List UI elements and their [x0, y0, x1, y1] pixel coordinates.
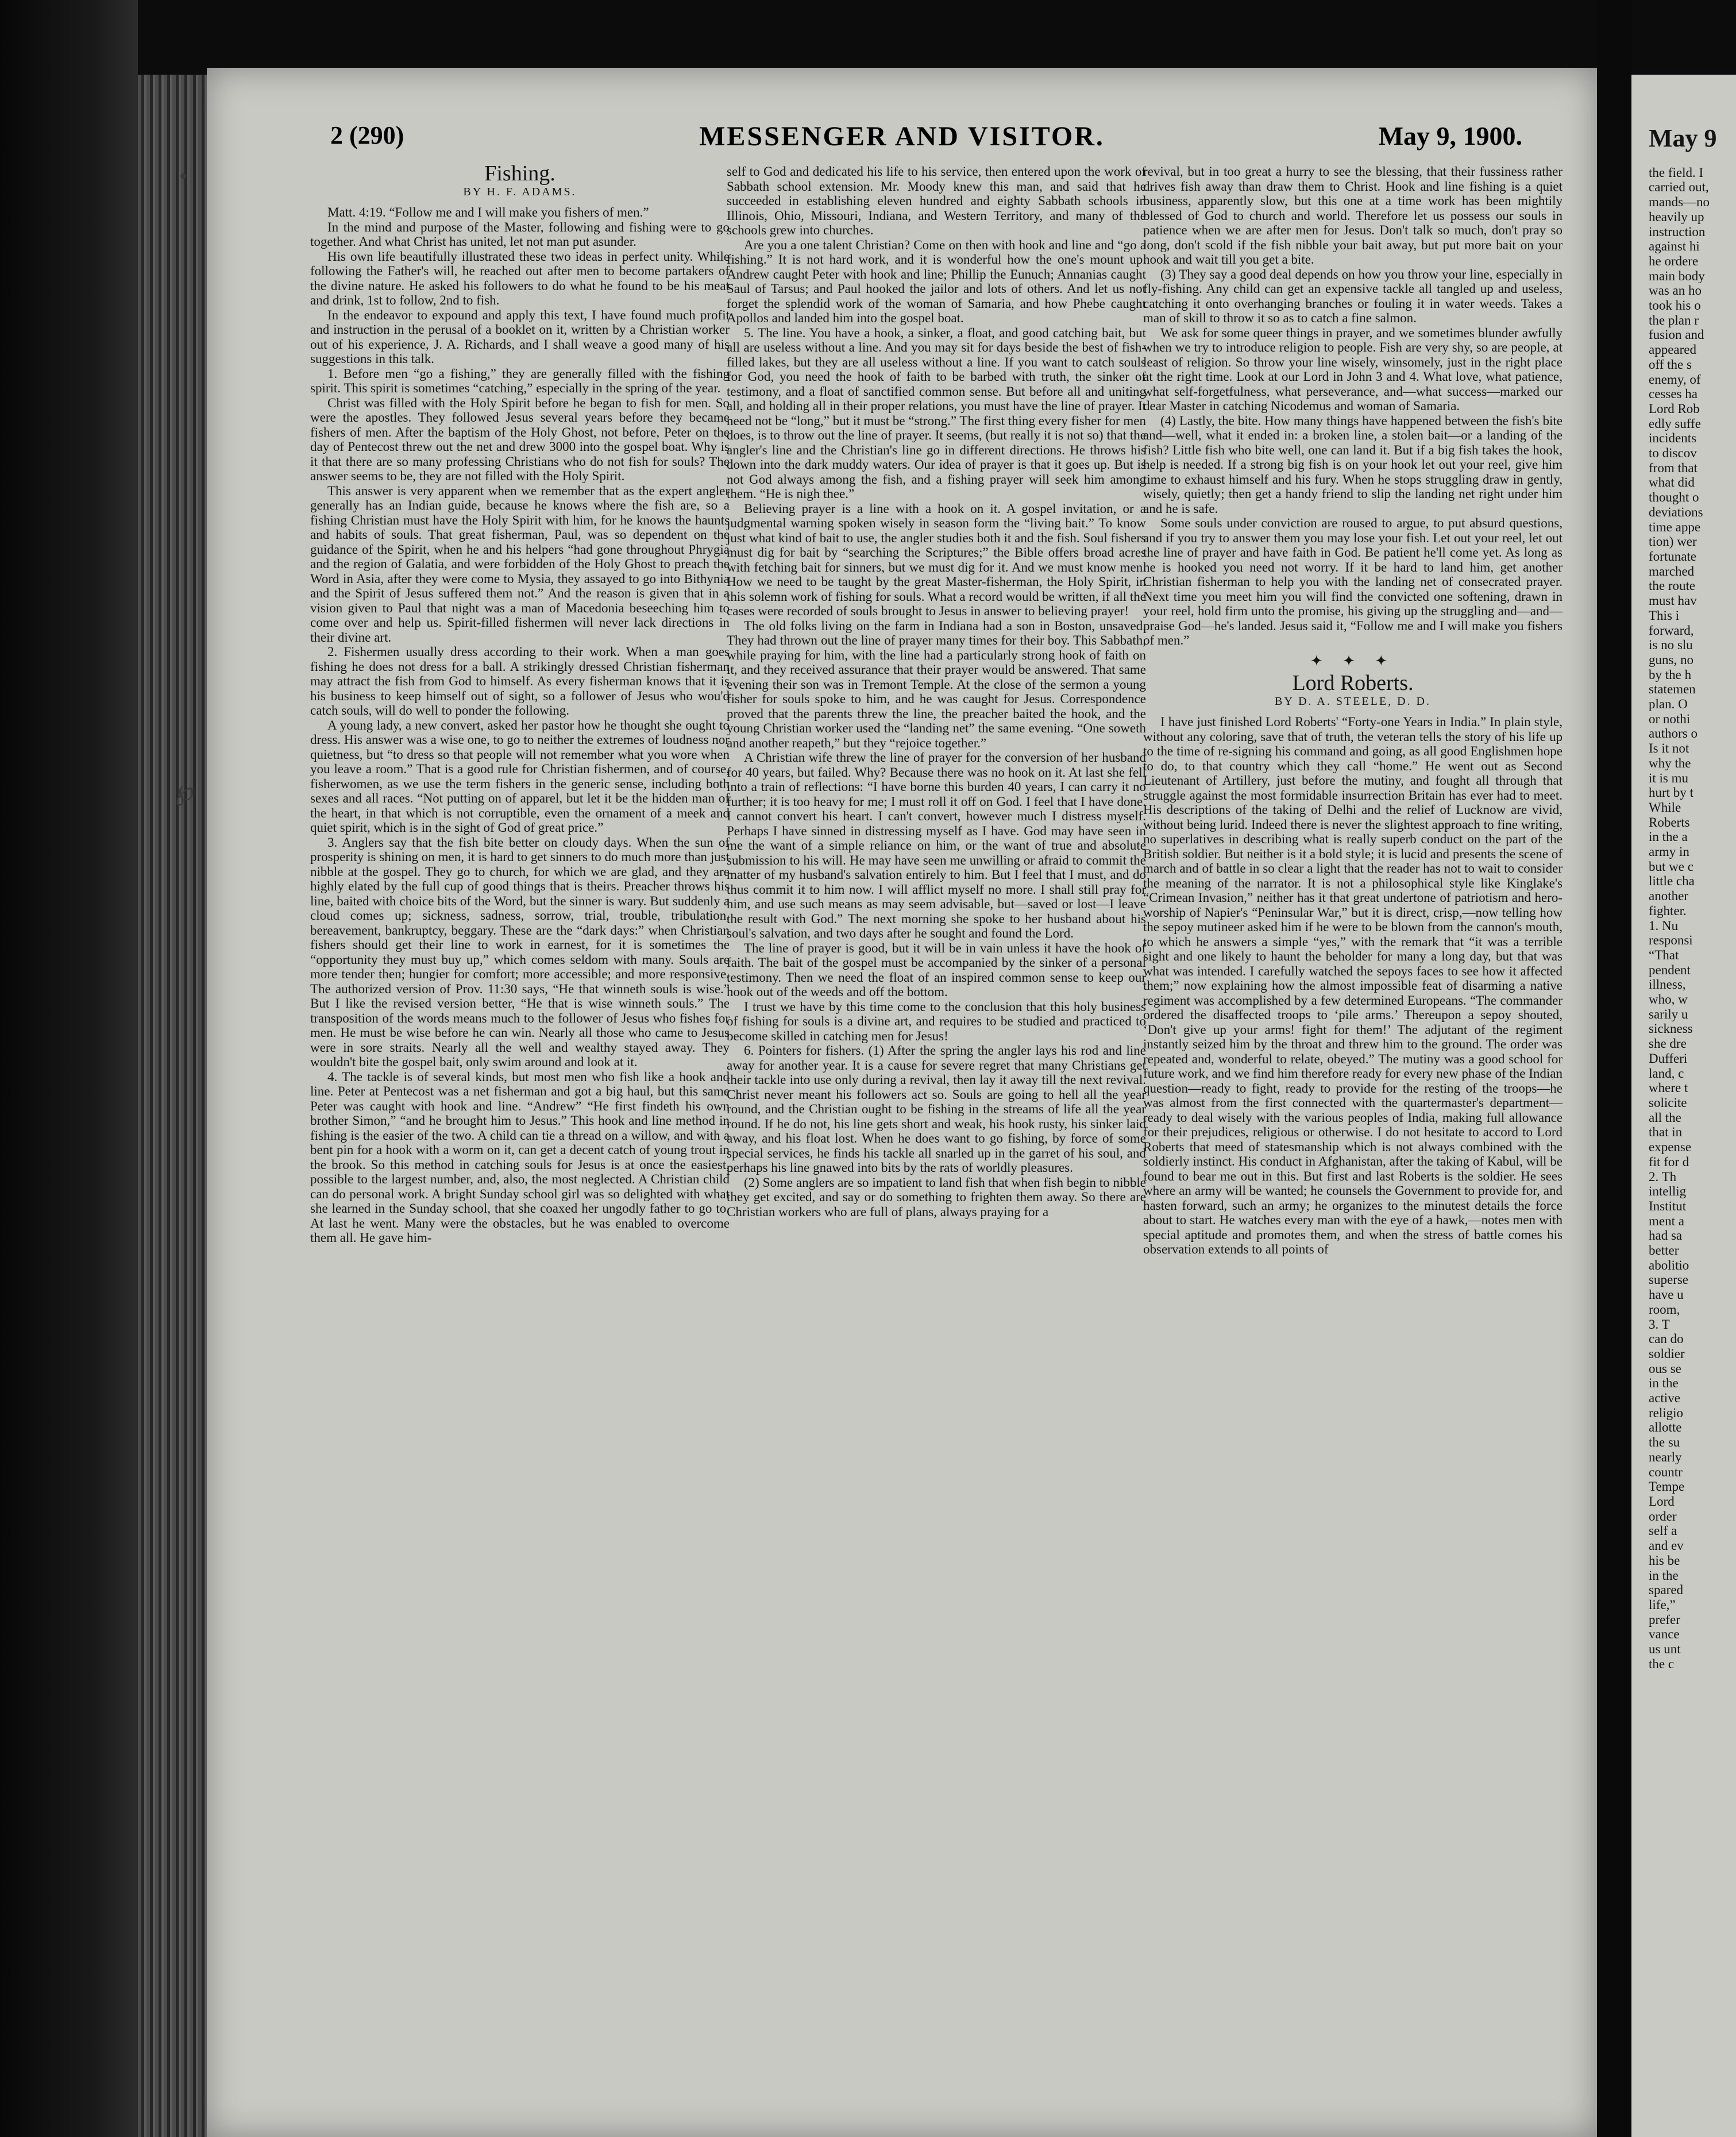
adjacent-page-line: the plan r — [1649, 313, 1699, 327]
paragraph: In the endeavor to expound and apply this text, I have found much profit and instruction in the perusal of a booklet on it, written by a Christian worker out of his experience, J. A. Richards, and I shall weave a good many of his suggestions in this talk. — [310, 307, 730, 366]
adjacent-page-line: what did — [1649, 475, 1695, 490]
adjacent-page-line: order — [1649, 1509, 1677, 1523]
adjacent-page-line: or nothi — [1649, 711, 1691, 726]
adjacent-page-line: 1. Nu — [1649, 918, 1679, 933]
adjacent-page-line: forward, — [1649, 623, 1694, 638]
paragraph: Some souls under conviction are roused to argue, to put absurd questions, and if you try to answer them you may lose your fish. Let out your reel, let out the line of prayer and have faith in God. Be patient he'll come yet. As long as he is hooked you need not worry. If it be hard to land him, get another Christian fisherman to help you with the landing net of consecrated prayer. Next time you meet him you will find the convicted one softening, drawn in your reel, hold firm unto the promise, his giving up the struggling and—and—praise God—he's landed. Jesus said it, “Follow me and I will make you fishers of men.” — [1143, 516, 1563, 647]
adjacent-page-line: Roberts — [1649, 815, 1690, 830]
adjacent-page-line: illness, — [1649, 977, 1686, 992]
adjacent-page-line: time appe — [1649, 519, 1701, 534]
adjacent-page-line: heavily up — [1649, 209, 1704, 224]
adjacent-page-line: better — [1649, 1243, 1679, 1258]
adjacent-page-line: who, w — [1649, 992, 1688, 1007]
paragraph: (4) Lastly, the bite. How many things have happened between the fish's bite and—well, what it ended in: a broken line, a stolen bait—or a landing of the fish? Little fish who bite well, one can land it. But if a big fish takes the hook, help is needed. If a strong big fish is on your hook let out your reel, give him time to exhaust himself and his fury. When he stops struggling draw in gently, wisely, quietly; then get a handy friend to slip the landing net right under him and he is safe. — [1143, 413, 1563, 516]
adjacent-page-line: tion) wer — [1649, 534, 1697, 549]
adjacent-page-line: to discov — [1649, 446, 1697, 461]
adjacent-page-line: “That — [1649, 947, 1679, 962]
adjacent-page-line: sarily u — [1649, 1006, 1688, 1021]
adjacent-page-line: took his o — [1649, 298, 1701, 313]
adjacent-page-line: Lord — [1649, 1494, 1675, 1509]
adjacent-page-line: fusion and — [1649, 327, 1704, 342]
column-2 — [727, 164, 1146, 1219]
paragraph: This answer is very apparent when we remember that as the expert angler generally has an Indian guide, because he knows where the fish are, so a fishing Christian must have the Holy Spirit with him, for he knows the haunts and habits of souls. That great fisherman, Paul, was so dependent on the guidance of the Spirit, when he and his helpers “had gone throughout Phrygia and the region of Galatia, and were forbidden of the Holy Ghost to preach the Word in Asia, after they were come to Mysia, they assayed to go into Bithynia and the Spirit of Jesus suffered them not.” And the reason is given that in a vision given to Paul that night was a man of Macedonia beseeching him to come over and help us. Spirit-filled fishermen will never lack directions in their divine art. — [310, 483, 730, 645]
adjacent-page-line: must hav — [1649, 593, 1697, 608]
paragraph: 2. Fishermen usually dress according to their work. When a man goes fishing he does not dress for a ball. A strikingly dressed Christian fisherman may attract the fish from God to himself. As every fisherman knows that it is his business to keep himself out of sight, so a follower of Jesus who wou'd catch souls, will do well to ponder the following. — [310, 645, 730, 718]
paragraph: A young lady, a new convert, asked her pastor how he thought she ought to dress. His answer was a wise one, to go to neither the extremes of loudness nor quietness, but “to dress so that people will not remember what you wore when you leave a room.” That is a good rule for Christian fishermen, and of course, fisherwomen, as we use the term fishers in the generic sense, including both sexes and all races. “Not putting on of apparel, but let it be the hidden man of the heart, in that which is not corruptible, even the ornament of a meek and quiet spirit, which is in the sight of God of great price.” — [310, 718, 730, 835]
adjacent-page-line: thought o — [1649, 490, 1699, 505]
adjacent-page-line: that in — [1649, 1125, 1683, 1140]
adjacent-page-line: the su — [1649, 1435, 1680, 1450]
adjacent-page-line: solicite — [1649, 1095, 1687, 1110]
masthead: MESSENGER AND VISITOR. — [699, 121, 1105, 152]
adjacent-page-line: carried out, — [1649, 180, 1709, 195]
adjacent-page-line: it is mu — [1649, 770, 1689, 785]
adjacent-page-line: can do — [1649, 1332, 1684, 1347]
adjacent-page-line: deviations — [1649, 504, 1703, 519]
paragraph: The old folks living on the farm in Indiana had a son in Boston, unsaved. They had thrown out the line of prayer many times for their boy. This Sabbath, while praying for him, with the line had a particularly strong hook of faith on it, and they received assurance that their prayer would be answered. That same evening their son was in Tremont Temple. At the close of the sermon a young fisher for souls spoke to him, and he was caught for Jesus. Correspondence proved that the parents threw the line, the preacher baited the hook, and the young Christian worker used the “landing net” the same evening. “One soweth and another reapeth,” but they “rejoice together.” — [727, 618, 1146, 750]
adjacent-page-line: fit for d — [1649, 1154, 1689, 1169]
scan-left-margin — [0, 0, 138, 2137]
adjacent-page-line: us unt — [1649, 1642, 1681, 1657]
adjacent-page-line: in the a — [1649, 830, 1688, 844]
adjacent-page-line: where t — [1649, 1081, 1688, 1095]
paragraph: 6. Pointers for fishers. (1) After the spring the angler lays his rod and line away for another year. It is a cause for severe regret that many Christians get their tackle into use only during a revival, then lay it away till the next revival. Christ never meant his followers act so. Souls are going to hell all the year round, and the Christian ought to be fishing in the streams of life all the year round. If he do not, his line gets short and weak, his hook rusty, his sinker laid away, and his float lost. When he does want to go fishing, by force of some special services, he finds his tackle all snarled up in the garret of his soul, and perhaps his line gnawed into bits by the rats of worldly pleasures. — [727, 1043, 1146, 1175]
adjacent-page-line: Tempe — [1649, 1479, 1685, 1494]
adjacent-page-line: intellig — [1649, 1184, 1687, 1199]
adjacent-page-line: sickness — [1649, 1021, 1693, 1036]
margin-pencil-mark: ℘ — [175, 776, 195, 806]
adjacent-page-line: army in — [1649, 844, 1689, 859]
paragraph: A Christian wife threw the line of prayer for the conversion of her husband for 40 years, but failed. Why? Because there was no hook on it. At last she fell into a train of reflections: “I have borne this burden 40 years, I can carry it no further; it is too heavy for me; I must roll it off on God. I feel that I have done. I cannot convert his heart. I can't convert, however much I distress myself. Perhaps I have sinned in distressing myself as I have. God may have seen in me the want of a simple reliance on him, or the want of true and absolute submission to his will. He may have seen me unwilling or afraid to commit the matter of my husband's salvation entirely to him. But I feel that I must, and do thus commit it to him now. I will afflict myself no more. I shall still pray for him, and use such means as may seem advisable, but—saved or lost—I leave the result with God.” The next morning she spoke to her husband about his soul's salvation, and two days after he sought and found the Lord. — [727, 750, 1146, 940]
adjacent-page-line: plan. O — [1649, 697, 1688, 712]
margin-mark: • — [179, 163, 188, 189]
paragraph: Christ was filled with the Holy Spirit before he began to fish for men. So were the apostles. They followed Jesus several years before they became fishers of men. After the baptism of the Holy Ghost, not before, Peter on the day of Pentecost threw out the net and drew 3000 into the gospel boat. Why is it that there are so many professing Christians who do not fish for souls? The answer seems to be, they are not filled with the Holy Spirit. — [310, 395, 730, 483]
adjacent-page-line: instruction — [1649, 224, 1706, 239]
adjacent-page-line: soldier — [1649, 1346, 1685, 1361]
paragraph: Are you a one talent Christian? Come on then with hook and line and “go a fishing.” It is not hard work, and it is wonderful how the one's mount up. Andrew caught Peter with hook and line; Phillip the Eunuch; Annanias caught Saul of Tarsus; and Paul hooked the jailor and lots of others. And let us not forget the splendid work of the woman of Samaria, and how Phebe caught Apollos and landed him into the gospel boat. — [727, 237, 1146, 325]
adjacent-page-line: ous se — [1649, 1361, 1681, 1376]
paragraph: self to God and dedicated his life to his service, then entered upon the work of Sabbath school extension. Mr. Moody knew this man, and said that he succeeded in establishing eleven hundred and eighty Sabbath schools in Illinois, Ohio, Missouri, Indiana, and Western Territory, and many of the schools grew into churches. — [727, 164, 1146, 237]
column-1 — [310, 161, 730, 1245]
page-number: 2 (290) — [330, 121, 404, 149]
adjacent-page-line: religio — [1649, 1405, 1684, 1420]
adjacent-page-line: expense — [1649, 1140, 1692, 1155]
adjacent-page-line: but we c — [1649, 859, 1693, 874]
paragraph: 5. The line. You have a hook, a sinker, a float, and good catching bait, but all are useless without a line. And you may sit for days beside the best of fish-filled lakes, but they are all useless without a line. If you want to catch souls for God, you need the hook of faith to be barbed with truth, the sinker of testimony, and a float of sanctified common sense. But before all and uniting all, and holding all in their proper relations, you must have the line of prayer. It need not be “long,” but it must be “strong.” The first thing every fisher for men does, is to throw out the line of prayer. It seems, (but really it is not so) that the angler's line and the Christian's line go in different directions. He throws his down into the dark muddy waters. Our idea of prayer is that it goes up. But is not God always among the fish, and a fishing prayer will seek him among them. “He is nigh thee.” — [727, 325, 1146, 501]
adjacent-page-line: vance — [1649, 1627, 1680, 1642]
paragraph: I have just finished Lord Roberts' “Forty-one Years in India.” In plain style, without any coloring, save that of truth, the veteran tells the story of his life up to the time of re-signing his command and going, as all good Englishmen hope to do, to that country which they call “home.” He went out as Second Lieutenant of Artillery, just before the mutiny, and fought all through that struggle against the most formidable insurrection Britain has ever had to meet. His descriptions of the taking of Delhi and the relief of Lucknow are vivid, without being lurid. Indeed there is never the slightest approach to fine writing, no superlatives in describing what is really superb conduct on the part of the British soldier. But neither is it a bold style; it is lucid and presents the scene of march and of battle in so clear a light that the reader has not to wait to consider the meaning of the narrator. It is not a philosophical style like Kinglake's “Crimean Invasion,” neither has it that great undertone of patriotism and hero-worship of Napier's “Peninsular War,” but it is direct, crisp,—now telling how the sepoy mutineer asked him if he were to be blown from the cannon's mouth, to which he answers a simple “yes,” with the remark that “it was a terrible sight and one likely to haunt the beholder for many a long day, but that was what was intended. I carefully watched the sepoys faces to see how it affected them;” now explaining how the almost impossible feat of disarming a native regiment was accomplished by a few determined Europeans. “The commander ordered the disaffected troops to ‘pile arms.’ Thereupon a sepoy shouted, ‘Don't give up your arms! fight for them!’ The adjutant of the regiment instantly seized him by the throat and threw him to the ground. The order was repeated and, wonderful to relate, obeyed.” The mutiny was a good school for future work, and we find him therefore ready for every new phase of the Indian question—ready to fight, ready to provide for the resting of the troops—he was almost from the first connected with the quartermaster's department—ready to deal wisely with the various peoples of India, making full allowance for their prejudices, religious or otherwise. I do not hesitate to accord to Lord Roberts that meed of statesmanship which is not always combined with the soldierly instinct. His conduct in Afghanistan, after the taking of Kabul, will be found to bear me out in this. But first and last Roberts is the soldier. He sees where an army will be wanted; he counsels the Government to provide for, and hasten forward, such an army; he organizes to the minutest details the force about to start. He watches every man with the eye of a hawk,—notes men with special aptitude and promotes them, and when the stress of battle comes his observation extends to all points of — [1143, 715, 1563, 1256]
adjacent-page-line: 2. Th — [1649, 1169, 1677, 1184]
adjacent-page-line: off the s — [1649, 357, 1692, 372]
paragraph: 3. Anglers say that the fish bite better on cloudy days. When the sun of prosperity is shining on men, it is hard to get sinners to do much more than just nibble at the gospel. They go to church, for which we are glad, and they are highly elated by the full cup of good things that is theirs. Preacher throws his line, baited with choice bits of the Word, but the sinner is wary. But suddenly a cloud comes up; sickness, sadness, sorrow, trial, trouble, tribulation, bereavement, bankruptcy, beggary. These are the “dark days:” when Christian fishers should get their line to work in earnest, for it is sometimes the “opportunity they must buy up,” which comes seldom with many. Souls are more tender then; hungier for comfort; more accessible; and more responsive. The authorized version of Prov. 11:30 says, “He that winneth souls is wise.” But I like the revised version better, “He that is wise winneth souls.” The transposition of the words means much to the follower of Jesus who fishes for men. He must be wise before he can win. Nearly all those who came to Jesus were in sore straits. Nearly all the well and wealthy stayed away. They wouldn't bite the gospel bait, only swim around and look at it. — [310, 835, 730, 1069]
adjacent-page-line: statemen — [1649, 682, 1696, 697]
adjacent-page-line: he ordere — [1649, 253, 1699, 268]
column-3 — [1143, 164, 1563, 1257]
paragraph: revival, but in too great a hurry to see the blessing, that their fussiness rather drives fish away than draw them to Christ. Hook and line fishing is a quiet business, apparently slow, but this one at a time work has been mightily blessed of God to church and world. Therefore let us possess our souls in patience when we are after men for Jesus. Don't talk so much, don't pray so long, don't scold if the fish nibble your bait away, but put more bait on your hook and wait till you get a bite. — [1143, 164, 1563, 267]
article-byline-lord-roberts: BY D. A. STEELE, D. D. — [1275, 695, 1431, 708]
adjacent-page-line: abolitio — [1649, 1257, 1689, 1272]
adjacent-page-line: had sa — [1649, 1228, 1683, 1243]
adjacent-page-line: mands—no — [1649, 195, 1710, 210]
newspaper-page — [175, 68, 1597, 2137]
paragraph: Believing prayer is a line with a hook on it. A gospel invitation, or a judgmental warning spoken wisely in season form the “living bait.” To know just what kind of bait to use, the angler studies both it and the fish. Soul fishers must dig for bait by “searching the Scriptures;” the Bible offers broad acres with fetching bait for sinners, but we must dig for it. And we must know men. How we need to be taught by the great Master-fisherman, the Holy Spirit, in this solemn work of fishing for souls. What a record would be written, if all the cases were recorded of souls brought to Jesus in answer to believing prayer! — [727, 501, 1146, 618]
adjacent-page-line: While — [1649, 800, 1681, 815]
adjacent-page-line: This i — [1649, 608, 1680, 623]
adjacent-page-line: edly suffe — [1649, 416, 1701, 431]
adjacent-page-line: self a — [1649, 1523, 1677, 1538]
paragraph: 1. Before men “go a fishing,” they are generally filled with the fishing spirit. This spirit is sometimes “catching,” especially in the spring of the year. — [310, 366, 730, 395]
adjacent-page-line: life,” — [1649, 1597, 1676, 1612]
adjacent-page-line: superse — [1649, 1272, 1688, 1287]
adjacent-page-line: is no slu — [1649, 638, 1693, 653]
adjacent-page-line: his be — [1649, 1553, 1680, 1568]
adjacent-page-line: main body — [1649, 268, 1705, 283]
adjacent-page-line: in the — [1649, 1376, 1679, 1391]
adjacent-page-line: another — [1649, 889, 1688, 904]
article-byline-fishing: BY H. F. ADAMS. — [463, 185, 577, 198]
adjacent-page-line: the route — [1649, 578, 1696, 593]
adjacent-page-line: ment a — [1649, 1213, 1684, 1228]
paragraph: Matt. 4:19. “Follow me and I will make you fishers of men.” — [327, 205, 649, 219]
adjacent-page-line: room, — [1649, 1302, 1680, 1317]
adjacent-page-line: Is it not — [1649, 741, 1689, 756]
adjacent-page-line: have u — [1649, 1287, 1684, 1302]
adjacent-page-line: prefer — [1649, 1612, 1680, 1627]
page-gutter — [1597, 0, 1631, 2137]
paragraph: The line of prayer is good, but it will be in vain unless it have the hook of faith. The bait of the gospel must be accompanied by the sinker of a personal testimony. Then we need the float of an inspired common sense to keep our hook out of the weeds and off the bottom. — [727, 940, 1146, 999]
adjacent-page-line: Institut — [1649, 1198, 1687, 1213]
adjacent-page-line: the field. I — [1649, 165, 1704, 180]
adjacent-page-line: Lord Rob — [1649, 401, 1700, 416]
adjacent-page-line: hurt by t — [1649, 785, 1693, 800]
adjacent-page-line: pendent — [1649, 962, 1691, 977]
paragraph: In the mind and purpose of the Master, following and fishing were to go together. And what Christ has united, let not man put asunder. — [310, 219, 730, 249]
adjacent-page-line: incidents — [1649, 431, 1697, 446]
adjacent-page-line: cesses ha — [1649, 387, 1698, 402]
adjacent-page-line: from that — [1649, 460, 1698, 475]
adjacent-page-line: by the h — [1649, 667, 1692, 682]
adjacent-page-line: nearly — [1649, 1449, 1682, 1464]
adjacent-page-line: allotte — [1649, 1420, 1682, 1435]
adjacent-page-lines — [1649, 165, 1717, 1672]
adjacent-page-fragment — [1631, 75, 1736, 2137]
adjacent-page-line: land, c — [1649, 1066, 1684, 1081]
adjacent-page-line: she dre — [1649, 1036, 1687, 1051]
adjacent-page-header: May 9 — [1649, 124, 1717, 152]
adjacent-page-line: and ev — [1649, 1538, 1684, 1553]
adjacent-page-line: Dufferi — [1649, 1051, 1688, 1066]
adjacent-page-line: fighter. — [1649, 903, 1687, 918]
paragraph: His own life beautifully illustrated these two ideas in perfect unity. While following the Father's will, he reached out after men to become partakers of the divine nature. He asked his followers to do what he found to be his meat and drink, 1st to follow, 2nd to fish. — [310, 249, 730, 307]
adjacent-page-line: fortunate — [1649, 549, 1697, 564]
adjacent-page-line: against hi — [1649, 239, 1700, 254]
paragraph: 4. The tackle is of several kinds, but most men who fish like a hook and line. Peter at Pentecost was a net fisherman and got a big haul, but this same Peter was caught with hook and line. “Andrew” “He first findeth his own brother Simon,” “and he brought him to Jesus.” This hook and line method in fishing is the easier of the two. A child can tie a thread on a willow, and with a bent pin for a hook with a worm on it, can get a decent catch of young trout in the brook. So this method in catching souls for Jesus is at once the easiest, possible to the largest number, and, also, the most neglected. A Christian child can do personal work. A bright Sunday school girl was so delighted with what she learned in the Sunday school, that she coaxed her ungodly father to go to. At last he went. Many were the obstacles, but he was enabled to overcome them all. He gave him- — [310, 1069, 730, 1245]
book-binding-edge — [138, 75, 213, 2137]
adjacent-page-line: the c — [1649, 1656, 1675, 1671]
adjacent-page-line: countr — [1649, 1464, 1683, 1479]
paragraph: (3) They say a good deal depends on how you throw your line, especially in fly-fishing. Any child can get an expensive tackle all tangled up and useless, catching it onto overhanging branches or fouling it in water weeds. Takes a man of skill to throw it so as to catch a fine salmon. — [1143, 267, 1563, 325]
adjacent-page-line: little cha — [1649, 874, 1695, 889]
article-title-lord-roberts: Lord Roberts. — [1292, 671, 1414, 695]
adjacent-page-line: spared — [1649, 1583, 1684, 1598]
adjacent-page-column — [1649, 124, 1717, 1671]
paragraph: We ask for some queer things in prayer, and we sometimes blunder awfully when we try to introduce religion to people. Fish are very shy, so are people, at least of religion. So throw your line wisely, winsomely, just in the right place at the right time. Look at our Lord in John 3 and 4. What love, what patience, what self-forgetfulness, what perseverance, and—what success—marked our dear Master in catching Nicodemus and woman of Samaria. — [1143, 325, 1563, 413]
issue-date: May 9, 1900. — [1378, 121, 1522, 151]
paragraph: (2) Some anglers are so impatient to land fish that when fish begin to nibble they get excited, and say or do something to frighten them away. So there are Christian workers who are full of plans, always praying for a — [727, 1175, 1146, 1219]
adjacent-page-line: active — [1649, 1391, 1680, 1406]
adjacent-page-line: all the — [1649, 1110, 1681, 1125]
adjacent-page-line: was an ho — [1649, 283, 1702, 298]
adjacent-page-line: guns, no — [1649, 652, 1693, 667]
adjacent-page-line: appeared — [1649, 342, 1696, 357]
section-divider: ✦ ✦ ✦ — [1310, 652, 1396, 669]
adjacent-page-line: why the — [1649, 755, 1691, 770]
adjacent-page-line: enemy, of — [1649, 372, 1701, 387]
adjacent-page-line: authors o — [1649, 726, 1698, 741]
adjacent-page-line: responsi — [1649, 933, 1693, 948]
paragraph: I trust we have by this time come to the conclusion that this holy business of fishing for souls is a divine art, and requires to be studied and practiced to become skilled in catching men for Jesus! — [727, 999, 1146, 1043]
adjacent-page-line: 3. T — [1649, 1317, 1670, 1332]
adjacent-page-line: marched — [1649, 564, 1695, 578]
adjacent-page-line: in the — [1649, 1568, 1679, 1583]
article-title-fishing: Fishing. — [484, 161, 555, 186]
